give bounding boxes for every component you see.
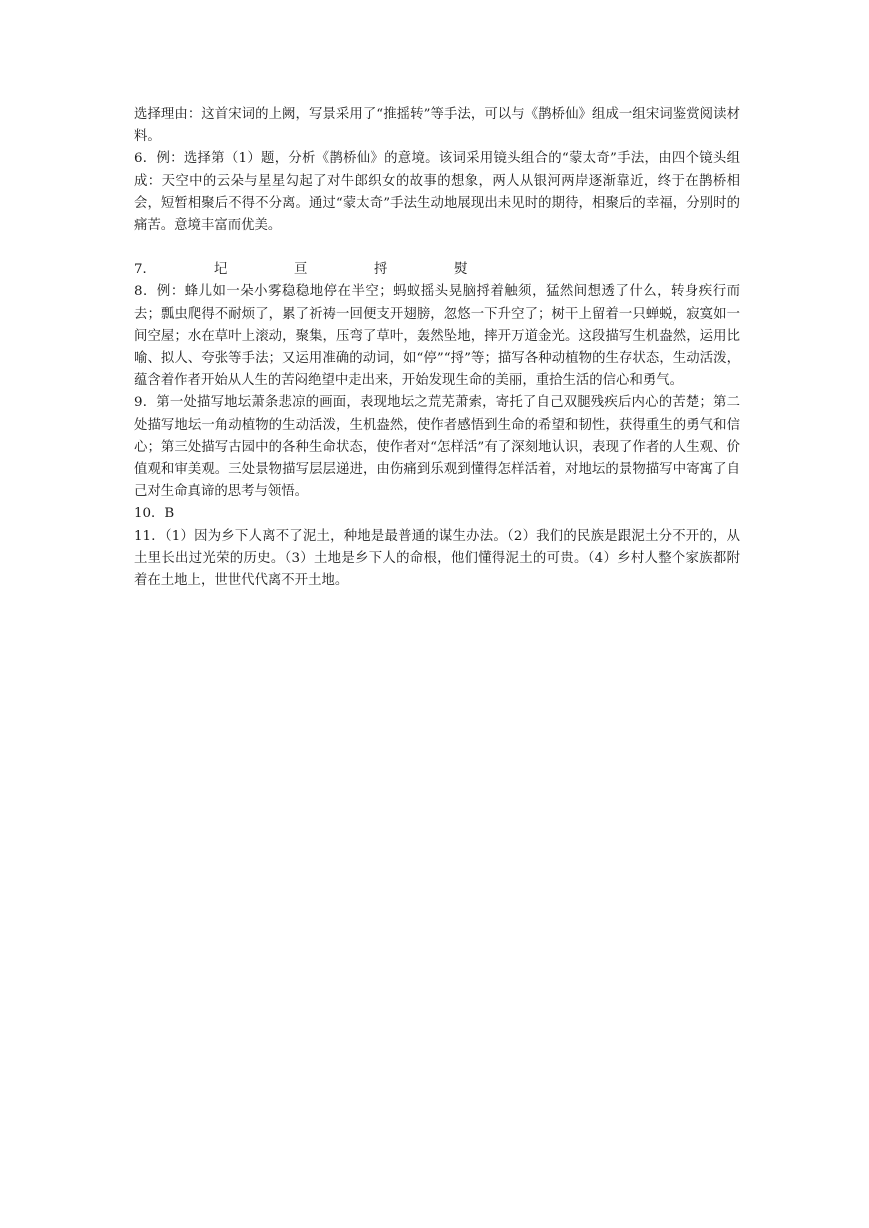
paragraph-answer-6: 6．例：选择第（1）题，分析《鹊桥仙》的意境。该词采用镜头组合的“蒙太奇”手法，由四个镜头组成：天空中的云朵与星星勾起了对牛郎织女的故事的想象，两人从银河两岸逐渐靠近，终于在鹊桥相会，短暂相聚后不得不分离。通过“蒙太奇”手法生动地展现出未见时的期待，相聚后的幸福，分别时的痛苦。意境丰富而优美。 [134,151,740,234]
answer-7-row [134,259,740,281]
answer-7-char: 熨 [454,262,468,278]
answer-7-char: 亘 [294,262,308,278]
answer-text [134,104,740,592]
paragraph-selection-reason: 选择理由：这首宋词的上阙，写景采用了“推摇转”等手法，可以与《鹊桥仙》组成一组宋词鉴赏阅读材料。 [134,107,740,145]
answer-7-char: 捋 [374,262,388,278]
blank-line [134,237,740,259]
paragraph-answer-11: 11．（1）因为乡下人离不了泥土，种地是最普通的谋生办法。（2）我们的民族是跟泥土分不开的，从土里长出过光荣的历史。（3）土地是乡下人的命根，他们懂得泥土的可贵。（4）乡村人整个家族都附着在土地上，世世代代离不开土地。 [134,528,740,589]
paragraph-answer-8: 8．例：蜂儿如一朵小雾稳稳地停在半空；蚂蚁摇头晃脑捋着触须，猛然间想透了什么，转身疾行而去；瓢虫爬得不耐烦了，累了祈祷一回便支开翅膀，忽悠一下升空了；树干上留着一只蝉蜕，寂寞如一间空屋；水在草叶上滚动，聚集，压弯了草叶，轰然坠地，摔开万道金光。这段描写生机盎然，运用比喻、拟人、夸张等手法；又运用准确的动词，如“停”“捋”等；描写各种动植物的生存状态，生动活泼，蕴含着作者开始从人生的苦闷绝望中走出来，开始发现生命的美丽，重拾生活的信心和勇气。 [134,284,740,389]
paragraph-answer-9: 9．第一处描写地坛萧条悲凉的画面，表现地坛之荒芜萧索，寄托了自己双腿残疾后内心的苦楚；第二处描写地坛一角动植物的生动活泼，生机盎然，使作者感悟到生命的希望和韧性，获得重生的勇气和信心；第三处描写古园中的各种生命状态，使作者对“怎样活”有了深刻地认识，表现了作者的人生观、价值观和审美观。三处景物描写层层递进，由伤痛到乐观到懂得怎样活着，对地坛的景物描写中寄寓了自己对生命真谛的思考与领悟。 [134,395,740,500]
answer-7-char: 圮 [214,262,228,278]
paragraph-answer-10: 10．B [134,506,175,522]
answer-7-number: 7． [134,262,156,278]
